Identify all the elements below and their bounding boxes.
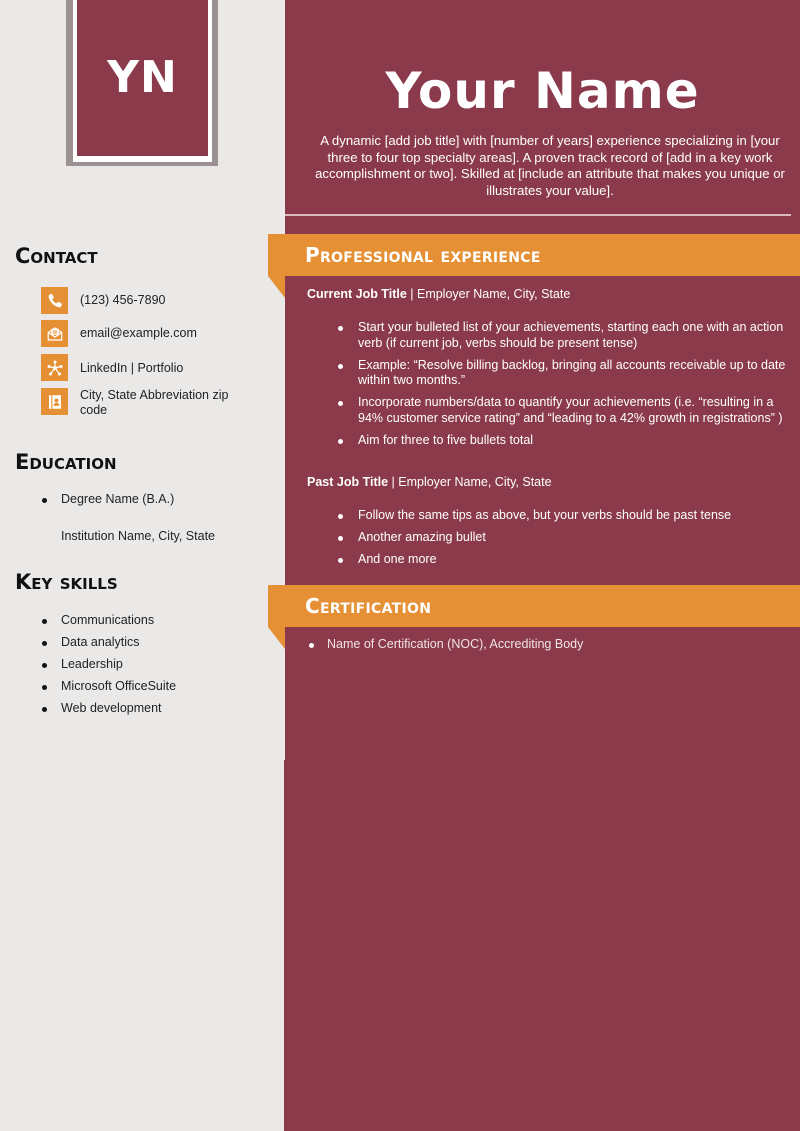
certification-band-fold — [268, 627, 285, 649]
address-text: City, State Abbreviation zip code — [80, 388, 229, 417]
certification-band — [268, 585, 800, 627]
monogram-initials: YN — [107, 52, 178, 103]
education-heading: Education — [15, 450, 117, 474]
network-icon — [41, 354, 68, 381]
job-bullets — [333, 320, 793, 455]
job-separator: | — [388, 475, 399, 489]
job-header — [307, 287, 570, 302]
education-list — [40, 492, 260, 514]
email-icon — [41, 320, 68, 347]
certification-item: Name of Certification (NOC), Accrediting Body — [307, 637, 583, 652]
list-item: And one more — [333, 552, 793, 568]
experience-band — [268, 234, 800, 276]
certification-heading: Certification — [305, 594, 432, 618]
job-title: Past Job Title — [307, 475, 389, 489]
links-text: LinkedIn | Portfolio — [80, 361, 184, 375]
name-heading: Your Name — [385, 62, 700, 120]
list-item: Incorporate numbers/data to quantify your achievements (i.e. “resulting in a 94% customer service rating” and “leading to a 42% growth in registrations” ) — [333, 395, 793, 426]
skill-item: Web development — [40, 701, 260, 716]
list-item: Follow the same tips as above, but your verbs should be past tense — [333, 508, 793, 524]
skills-list — [40, 613, 260, 723]
institution-text: Institution Name, City, State — [61, 529, 215, 543]
job-employer: Employer Name, City, State — [398, 475, 552, 489]
job-title: Current Job Title — [307, 287, 407, 301]
skill-item: Communications — [40, 613, 260, 628]
main-panel-edge — [284, 760, 286, 1131]
degree-item: Degree Name (B.A.) — [40, 492, 260, 507]
skills-heading: Key skills — [15, 570, 118, 594]
experience-heading: Professional experience — [305, 243, 541, 267]
job-separator: | — [406, 287, 417, 301]
address-book-icon — [41, 388, 68, 415]
skill-item: Data analytics — [40, 635, 260, 650]
skill-item: Leadership — [40, 657, 260, 672]
experience-band-fold — [268, 276, 285, 298]
skill-item: Microsoft OfficeSuite — [40, 679, 260, 694]
phone-icon — [41, 287, 68, 314]
phone-text: (123) 456-7890 — [80, 293, 166, 307]
list-item: Start your bulleted list of your achievements, starting each one with an action verb (if current job, verbs should be present tense) — [333, 320, 793, 351]
list-item: Another amazing bullet — [333, 530, 793, 546]
contact-heading: Contact — [15, 244, 98, 268]
header-divider — [285, 214, 791, 216]
job-header — [307, 475, 552, 490]
list-item: Aim for three to five bullets total — [333, 433, 793, 449]
email-text: email@example.com — [80, 326, 197, 340]
job-bullets — [333, 508, 793, 574]
summary-text: A dynamic [add job title] with [number of years] experience specializing in [your three to four top specialty areas]. A proven track record of [add in a key work accomplishment or two]. Skilled at [include an attribute that makes you unique or illustrates your value]. — [315, 133, 785, 198]
list-item: Example: “Resolve billing backlog, bringing all accounts receivable up to date within two months.” — [333, 358, 793, 389]
job-employer: Employer Name, City, State — [416, 287, 571, 301]
